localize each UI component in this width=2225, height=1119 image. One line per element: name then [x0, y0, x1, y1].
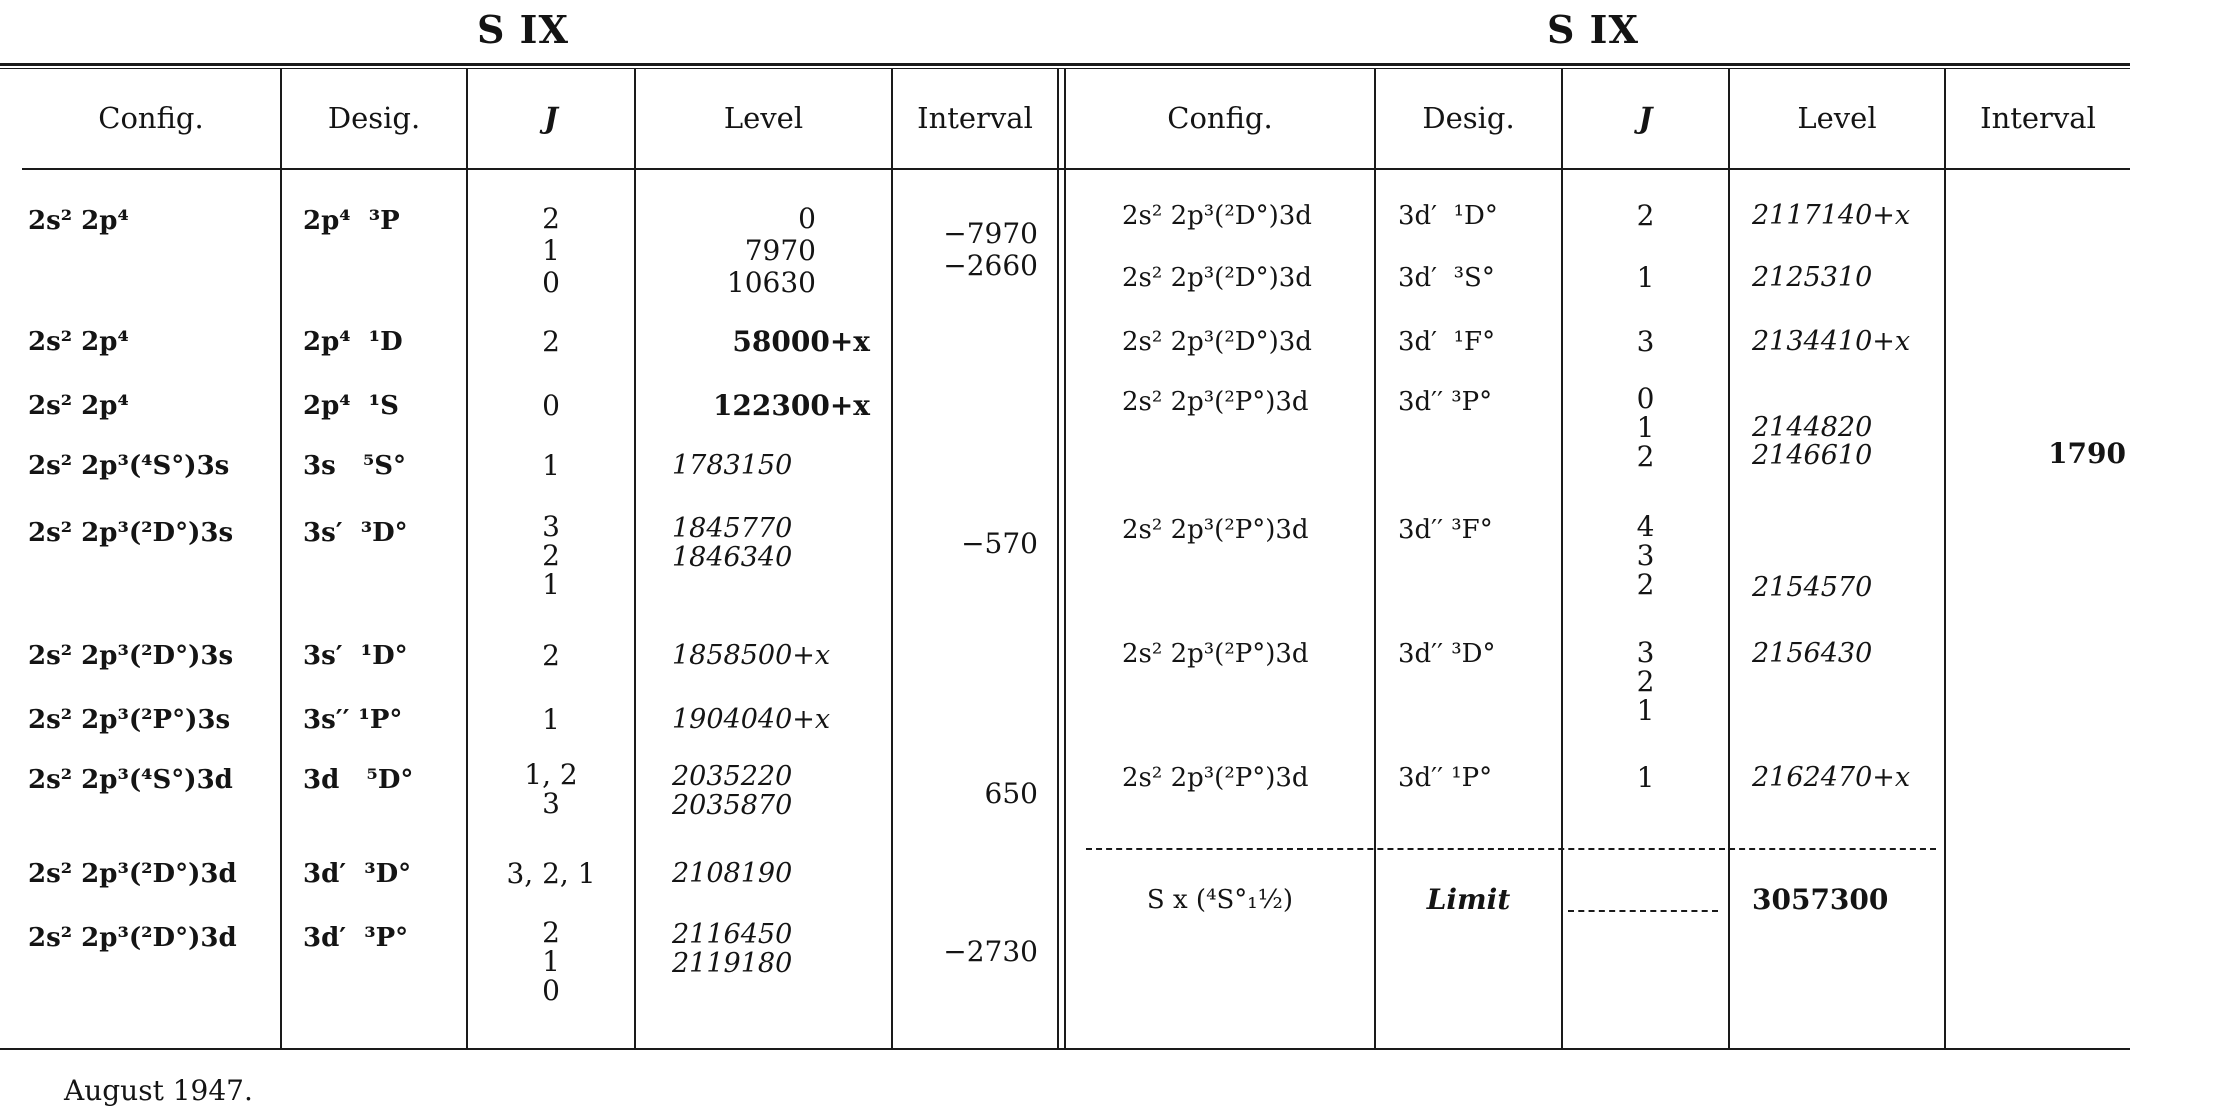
- desig-cell: 3d′′ ³P°: [1398, 387, 1493, 417]
- config-cell: 2s² 2p³(²D°)3d: [1122, 201, 1312, 231]
- level-cell: 1904040+x: [672, 704, 831, 735]
- level-cell: 2154570: [1752, 572, 1873, 603]
- j-cell: 1, 2 3: [524, 758, 578, 820]
- desig-cell: 3s′ ¹D°: [303, 641, 408, 671]
- header-interval: Interval: [1980, 101, 2096, 135]
- limit-j-dash: [1568, 910, 1718, 912]
- desig-cell: 2p⁴ ¹D: [303, 327, 403, 357]
- j-cell: 1: [542, 703, 560, 736]
- j-cell: 0 1 2: [1636, 382, 1655, 473]
- interval-cell: −2730: [943, 935, 1038, 968]
- j-cell: 1: [1636, 761, 1655, 794]
- limit-label: Limit: [1426, 883, 1511, 916]
- level-cell: 1845770 1846340: [672, 513, 793, 573]
- level-cell: 2116450 2119180: [672, 919, 793, 979]
- config-cell: 2s² 2p⁴: [28, 206, 129, 236]
- limit-level-cell: 3057300: [1752, 883, 1889, 916]
- desig-cell: 3d ⁵D°: [303, 765, 414, 795]
- level-cell: 1783150: [672, 450, 793, 481]
- config-cell: 2s² 2p³(⁴S°)3s: [28, 451, 230, 481]
- j-cell: 3: [1636, 325, 1655, 358]
- header-config: Config.: [1167, 101, 1273, 135]
- col-divider: [280, 68, 282, 1048]
- level-cell: 1858500+x: [672, 640, 831, 671]
- interval-cell: 650: [984, 777, 1038, 810]
- j-cell: 3, 2, 1: [506, 857, 596, 890]
- header-level: Level: [1797, 101, 1877, 135]
- col-divider: [1944, 68, 1946, 1048]
- j-cell: 2: [1636, 199, 1655, 232]
- level-cell: 2162470+x: [1752, 762, 1911, 793]
- header-interval: Interval: [917, 101, 1033, 135]
- table-separator: [1057, 68, 1059, 1048]
- desig-cell: 3d′′ ³D°: [1398, 639, 1496, 669]
- header-j: J: [1638, 101, 1653, 135]
- level-cell: 2035220 2035870: [672, 761, 793, 821]
- config-cell: 2s² 2p⁴: [28, 391, 129, 421]
- desig-cell: 3d′ ³S°: [1398, 263, 1495, 293]
- desig-cell: 3d′ ³D°: [303, 859, 412, 889]
- header-j: J: [544, 101, 558, 135]
- desig-cell: 3d′ ¹F°: [1398, 327, 1496, 357]
- interval-cell: −7970 −2660: [943, 217, 1038, 282]
- config-cell: 2s² 2p³(²P°)3d: [1122, 515, 1309, 545]
- level-cell: 2134410+x: [1752, 326, 1911, 357]
- desig-cell: 2p⁴ ³P: [303, 206, 400, 236]
- right-table-heading: S IX: [1547, 7, 1639, 52]
- j-cell: 2: [542, 639, 560, 672]
- config-cell: 2s² 2p³(⁴S°)3d: [28, 765, 233, 795]
- desig-cell: 3s ⁵S°: [303, 451, 407, 481]
- j-cell: 2: [542, 325, 560, 358]
- config-cell: 2s² 2p³(²P°)3d: [1122, 639, 1309, 669]
- j-cell: 2 1 0: [542, 202, 560, 299]
- level-cell: 58000+x: [732, 325, 870, 358]
- header-desig: Desig.: [327, 101, 421, 135]
- header-desig: Desig.: [1422, 101, 1515, 135]
- desig-cell: 3d′′ ¹P°: [1398, 763, 1493, 793]
- desig-cell: 3d′′ ³F°: [1398, 515, 1493, 545]
- desig-cell: 2p⁴ ¹S: [303, 391, 399, 421]
- level-cell: 0 7970 10630: [726, 202, 816, 299]
- limit-separator: [1086, 848, 1936, 850]
- config-cell: 2s² 2p³(²D°)3d: [28, 859, 237, 889]
- desig-cell: 3d′ ¹D°: [1398, 201, 1498, 231]
- footer-date: August 1947.: [64, 1074, 253, 1107]
- header-rule: [22, 168, 2130, 170]
- left-table-heading: S IX: [477, 7, 569, 52]
- level-cell: 122300+x: [712, 389, 870, 422]
- config-cell: 2s² 2p³(²D°)3d: [1122, 263, 1312, 293]
- top-rule: [0, 63, 2130, 66]
- col-divider: [1728, 68, 1730, 1048]
- level-cell: 2108190: [672, 858, 793, 889]
- config-cell: 2s² 2p³(²P°)3s: [28, 705, 231, 735]
- config-cell: 2s² 2p³(²P°)3d: [1122, 387, 1309, 417]
- header-level: Level: [723, 101, 804, 135]
- interval-cell: 1790: [2048, 437, 2126, 470]
- config-cell: 2s² 2p⁴: [28, 327, 129, 357]
- desig-cell: 3s′ ³D°: [303, 518, 408, 548]
- limit-config-cell: S x (⁴S°₁½): [1146, 885, 1294, 915]
- config-cell: 2s² 2p³(²P°)3d: [1122, 763, 1309, 793]
- j-cell: 4 3 2: [1636, 510, 1655, 601]
- desig-cell: 3d′ ³P°: [303, 923, 409, 953]
- header-config: Config.: [98, 101, 204, 135]
- level-cell: 2117140+x: [1752, 200, 1911, 231]
- config-cell: 2s² 2p³(²D°)3s: [28, 641, 234, 671]
- desig-cell: 3s′′ ¹P°: [303, 705, 403, 735]
- j-cell: 1: [1636, 261, 1655, 294]
- j-cell: 1: [542, 449, 560, 482]
- j-cell: 3 2 1: [542, 510, 560, 601]
- j-cell: 3 2 1: [1636, 636, 1655, 727]
- bottom-rule: [0, 1048, 2130, 1050]
- interval-cell: −570: [961, 527, 1038, 560]
- config-cell: 2s² 2p³(²D°)3d: [28, 923, 237, 953]
- j-cell: 2 1 0: [542, 916, 560, 1007]
- level-cell: 2144820 2146610: [1752, 412, 1873, 471]
- level-cell: 2156430: [1752, 638, 1873, 669]
- j-cell: 0: [542, 389, 560, 422]
- level-cell: 2125310: [1752, 262, 1873, 293]
- config-cell: 2s² 2p³(²D°)3s: [28, 518, 234, 548]
- config-cell: 2s² 2p³(²D°)3d: [1122, 327, 1312, 357]
